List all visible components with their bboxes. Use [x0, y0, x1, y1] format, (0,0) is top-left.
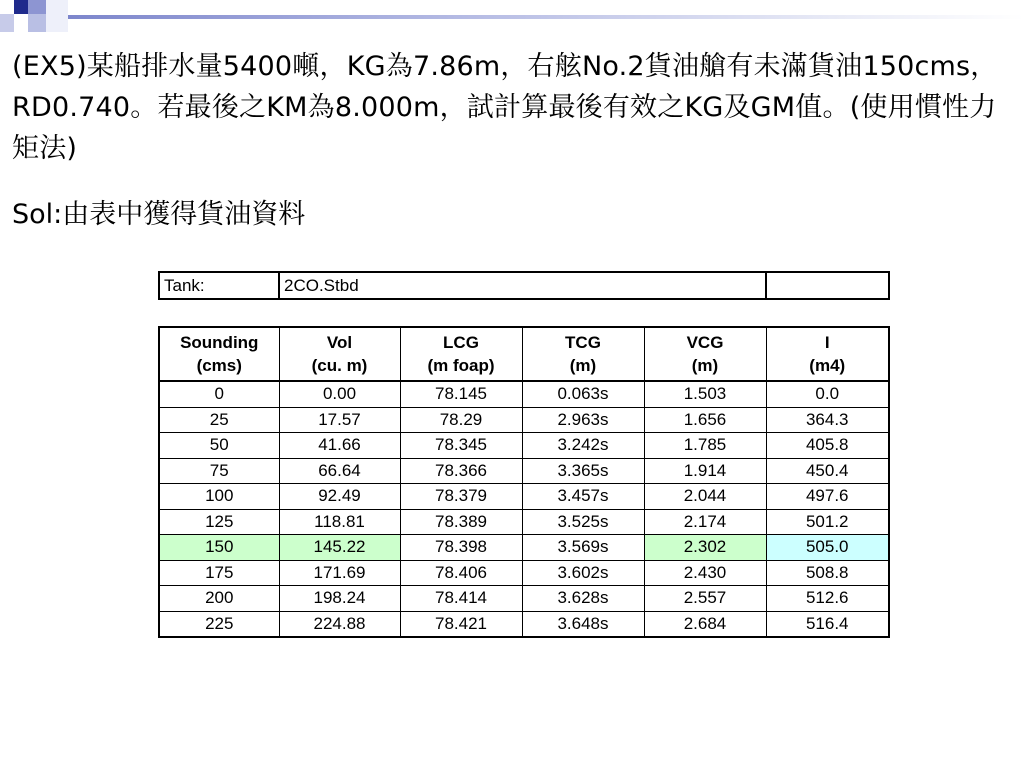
header-tcg	[522, 327, 644, 381]
cell-sounding: 0	[159, 381, 279, 407]
cell-inertia: 501.2	[766, 509, 889, 535]
cell-vcg: 1.656	[644, 407, 766, 433]
cell-sounding: 125	[159, 509, 279, 535]
corner-square	[0, 14, 14, 32]
cell-inertia: 450.4	[766, 458, 889, 484]
tank-info-table	[158, 271, 890, 300]
cell-sounding: 175	[159, 560, 279, 586]
cell-inertia: 512.6	[766, 586, 889, 612]
header-unit: (cms)	[196, 356, 242, 375]
cell-tcg: 3.628s	[522, 586, 644, 612]
cell-lcg: 78.145	[400, 381, 522, 407]
table-row	[159, 560, 889, 586]
cell-vol: 224.88	[279, 611, 400, 637]
header-line: TCG	[565, 333, 601, 352]
table-row	[159, 381, 889, 407]
cell-vcg: 2.684	[644, 611, 766, 637]
cell-tcg: 3.648s	[522, 611, 644, 637]
cell-lcg: 78.366	[400, 458, 522, 484]
cell-inertia: 364.3	[766, 407, 889, 433]
cell-tcg: 0.063s	[522, 381, 644, 407]
header-line: Vol	[326, 333, 353, 352]
table-row	[159, 611, 889, 637]
cell-tcg: 3.602s	[522, 560, 644, 586]
cell-tcg: 3.365s	[522, 458, 644, 484]
cell-vcg-highlighted: 2.302	[644, 535, 766, 561]
header-line: LCG	[443, 333, 479, 352]
cell-vol: 198.24	[279, 586, 400, 612]
cell-vcg: 2.044	[644, 484, 766, 510]
cell-inertia: 508.8	[766, 560, 889, 586]
header-unit: (m)	[569, 356, 597, 375]
cell-sounding: 100	[159, 484, 279, 510]
cell-lcg: 78.29	[400, 407, 522, 433]
cell-tcg: 3.569s	[522, 535, 644, 561]
cell-vcg: 1.785	[644, 433, 766, 459]
cell-vol: 41.66	[279, 433, 400, 459]
cell-vcg: 2.174	[644, 509, 766, 535]
cell-sounding: 200	[159, 586, 279, 612]
header-line: Sounding	[180, 333, 259, 352]
cell-sounding: 75	[159, 458, 279, 484]
table-row	[159, 407, 889, 433]
header-gradient-bar	[68, 15, 1024, 19]
problem-statement: (EX5)某船排水量5400噸，KG為7.86m，右舷No.2貨油艙有未滿貨油150cms，RD0.740。若最後之KM為8.000m，試計算最後有效之KG及GM值。(使用慣性力矩法)	[12, 51, 998, 164]
cell-sounding-highlighted: 150	[159, 535, 279, 561]
cell-lcg: 78.379	[400, 484, 522, 510]
cell-sounding: 25	[159, 407, 279, 433]
cell-lcg: 78.398	[400, 535, 522, 561]
table-row	[159, 484, 889, 510]
cell-inertia: 405.8	[766, 433, 889, 459]
cell-inertia: 497.6	[766, 484, 889, 510]
cell-lcg: 78.406	[400, 560, 522, 586]
solution-label: Sol:由表中獲得貨油資料	[12, 199, 306, 230]
cell-lcg: 78.345	[400, 433, 522, 459]
corner-square	[28, 0, 46, 14]
cell-inertia-highlighted: 505.0	[766, 535, 889, 561]
header-unit: (m)	[691, 356, 719, 375]
table-row-highlighted	[159, 535, 889, 561]
header-vol	[279, 327, 400, 381]
header-sounding	[159, 327, 279, 381]
cell-vcg: 1.503	[644, 381, 766, 407]
tank-label: Tank:	[159, 272, 279, 299]
cell-inertia: 0.0	[766, 381, 889, 407]
table-row	[159, 509, 889, 535]
cell-vol: 171.69	[279, 560, 400, 586]
cell-inertia: 516.4	[766, 611, 889, 637]
corner-square	[14, 14, 28, 32]
cell-tcg: 2.963s	[522, 407, 644, 433]
cell-vcg: 1.914	[644, 458, 766, 484]
cell-vcg: 2.557	[644, 586, 766, 612]
table-row	[159, 458, 889, 484]
header-line: VCG	[686, 333, 724, 352]
tank-empty-cell	[766, 272, 889, 299]
cell-vol: 0.00	[279, 381, 400, 407]
cell-lcg: 78.389	[400, 509, 522, 535]
header-line: I	[824, 333, 830, 352]
corner-square	[28, 14, 46, 32]
header-vcg	[644, 327, 766, 381]
cell-vol: 17.57	[279, 407, 400, 433]
tank-info-row	[159, 272, 889, 299]
header-inertia	[766, 327, 889, 381]
cell-vol-highlighted: 145.22	[279, 535, 400, 561]
corner-square	[46, 0, 68, 32]
tank-name: 2CO.Stbd	[279, 272, 766, 299]
cell-tcg: 3.525s	[522, 509, 644, 535]
table-row	[159, 586, 889, 612]
header-unit: (cu. m)	[311, 356, 368, 375]
cell-sounding: 225	[159, 611, 279, 637]
cell-vol: 66.64	[279, 458, 400, 484]
cell-sounding: 50	[159, 433, 279, 459]
cell-lcg: 78.421	[400, 611, 522, 637]
table-row	[159, 433, 889, 459]
sounding-table	[158, 326, 890, 638]
cell-tcg: 3.457s	[522, 484, 644, 510]
header-lcg	[400, 327, 522, 381]
cell-vcg: 2.430	[644, 560, 766, 586]
cell-vol: 92.49	[279, 484, 400, 510]
header-unit: (m foap)	[427, 356, 495, 375]
cell-lcg: 78.414	[400, 586, 522, 612]
corner-square	[14, 0, 28, 14]
table-header-row	[159, 327, 889, 381]
cell-tcg: 3.242s	[522, 433, 644, 459]
cell-vol: 118.81	[279, 509, 400, 535]
header-unit: (m4)	[809, 356, 846, 375]
